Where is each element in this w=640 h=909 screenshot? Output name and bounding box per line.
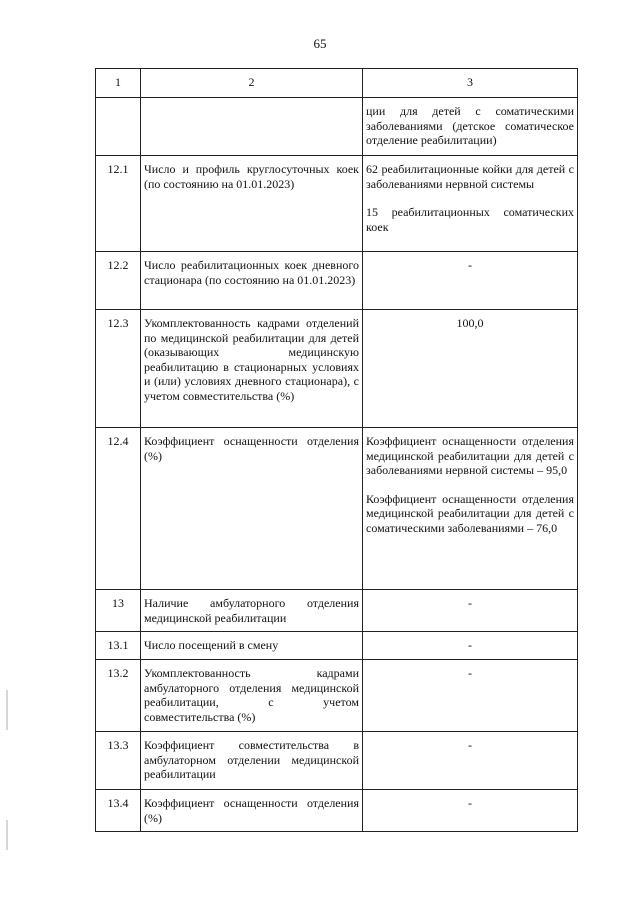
row-number: 13.3: [96, 732, 141, 790]
table-row: [96, 98, 578, 156]
table-row: [96, 790, 578, 832]
table-row: [96, 660, 578, 732]
row-value: [363, 660, 578, 732]
table-row: [96, 732, 578, 790]
row-value-text: 62 реабилитационные койки для детей с заболеваниями нервной системы: [366, 162, 574, 191]
row-value: [363, 98, 578, 156]
row-value-text: -: [468, 258, 472, 272]
row-value: [363, 790, 578, 832]
column-header-2: 2: [141, 69, 363, 98]
row-value: [363, 632, 578, 660]
scan-margin-mark: [6, 820, 8, 850]
row-value: [363, 252, 578, 310]
row-label: Число реабилитационных коек дневного стационара (по состоянию на 01.01.2023): [141, 252, 363, 310]
row-number: 13.4: [96, 790, 141, 832]
row-value: [363, 310, 578, 428]
row-number: 12.4: [96, 428, 141, 590]
row-label: Число и профиль круглосуточных коек (по состоянию на 01.01.2023): [141, 156, 363, 252]
row-value: [363, 732, 578, 790]
row-value-text: Коэффициент оснащенности отделения медицинской реабилитации для детей с соматическими заболеваниями – 76,0: [366, 491, 574, 535]
row-value: [363, 428, 578, 590]
column-header-3: 3: [363, 69, 578, 98]
row-label: Укомплектованность кадрами амбулаторного отделения медицинской реабилитации, с учетом совместительства (%): [141, 660, 363, 732]
row-value-text: ции для детей с соматическими заболеваниями (детское соматическое отделение реабилитации): [366, 104, 574, 147]
row-value-text: -: [468, 638, 472, 652]
table-row: [96, 428, 578, 590]
table-row: [96, 310, 578, 428]
table-row: [96, 632, 578, 660]
row-label: Коэффициент совместительства в амбулаторном отделении медицинской реабилитации: [141, 732, 363, 790]
page-number: 65: [313, 36, 327, 51]
row-value-text: -: [468, 596, 472, 610]
column-header-1: 1: [96, 69, 141, 98]
row-label: Наличие амбулаторного отделения медицинской реабилитации: [141, 590, 363, 632]
table-header-row: [96, 69, 578, 98]
table-row: [96, 590, 578, 632]
data-table: [95, 68, 578, 832]
row-label: Коэффициент оснащенности отделения (%): [141, 428, 363, 590]
row-value-text: -: [468, 666, 472, 680]
table-row: [96, 252, 578, 310]
row-number: 13.2: [96, 660, 141, 732]
row-number: [96, 98, 141, 156]
row-number: 12.2: [96, 252, 141, 310]
row-value-text: 15 реабилитационных соматических коек: [366, 205, 574, 234]
row-label: Коэффициент оснащенности отделения (%): [141, 790, 363, 832]
row-number: 13.1: [96, 632, 141, 660]
row-label: Укомплектованность кадрами отделений по медицинской реабилитации для детей (оказывающих медицинскую реабилитацию в стационарных условиях и (или) условиях дневного стационара), с учетом совместительства (%): [141, 310, 363, 428]
row-value: [363, 156, 578, 252]
scan-margin-mark: [6, 690, 8, 730]
row-number: 12.1: [96, 156, 141, 252]
row-value-text: -: [468, 738, 472, 752]
row-label: [141, 98, 363, 156]
row-number: 13: [96, 590, 141, 632]
row-number: 12.3: [96, 310, 141, 428]
row-value-text: -: [468, 796, 472, 810]
row-value: [363, 590, 578, 632]
row-label: Число посещений в смену: [141, 632, 363, 660]
row-value-text: 100,0: [456, 316, 484, 330]
row-value-text: Коэффициент оснащенности отделения медицинской реабилитации для детей с заболеваниями нервной системы – 95,0: [366, 434, 574, 477]
table-row: [96, 156, 578, 252]
